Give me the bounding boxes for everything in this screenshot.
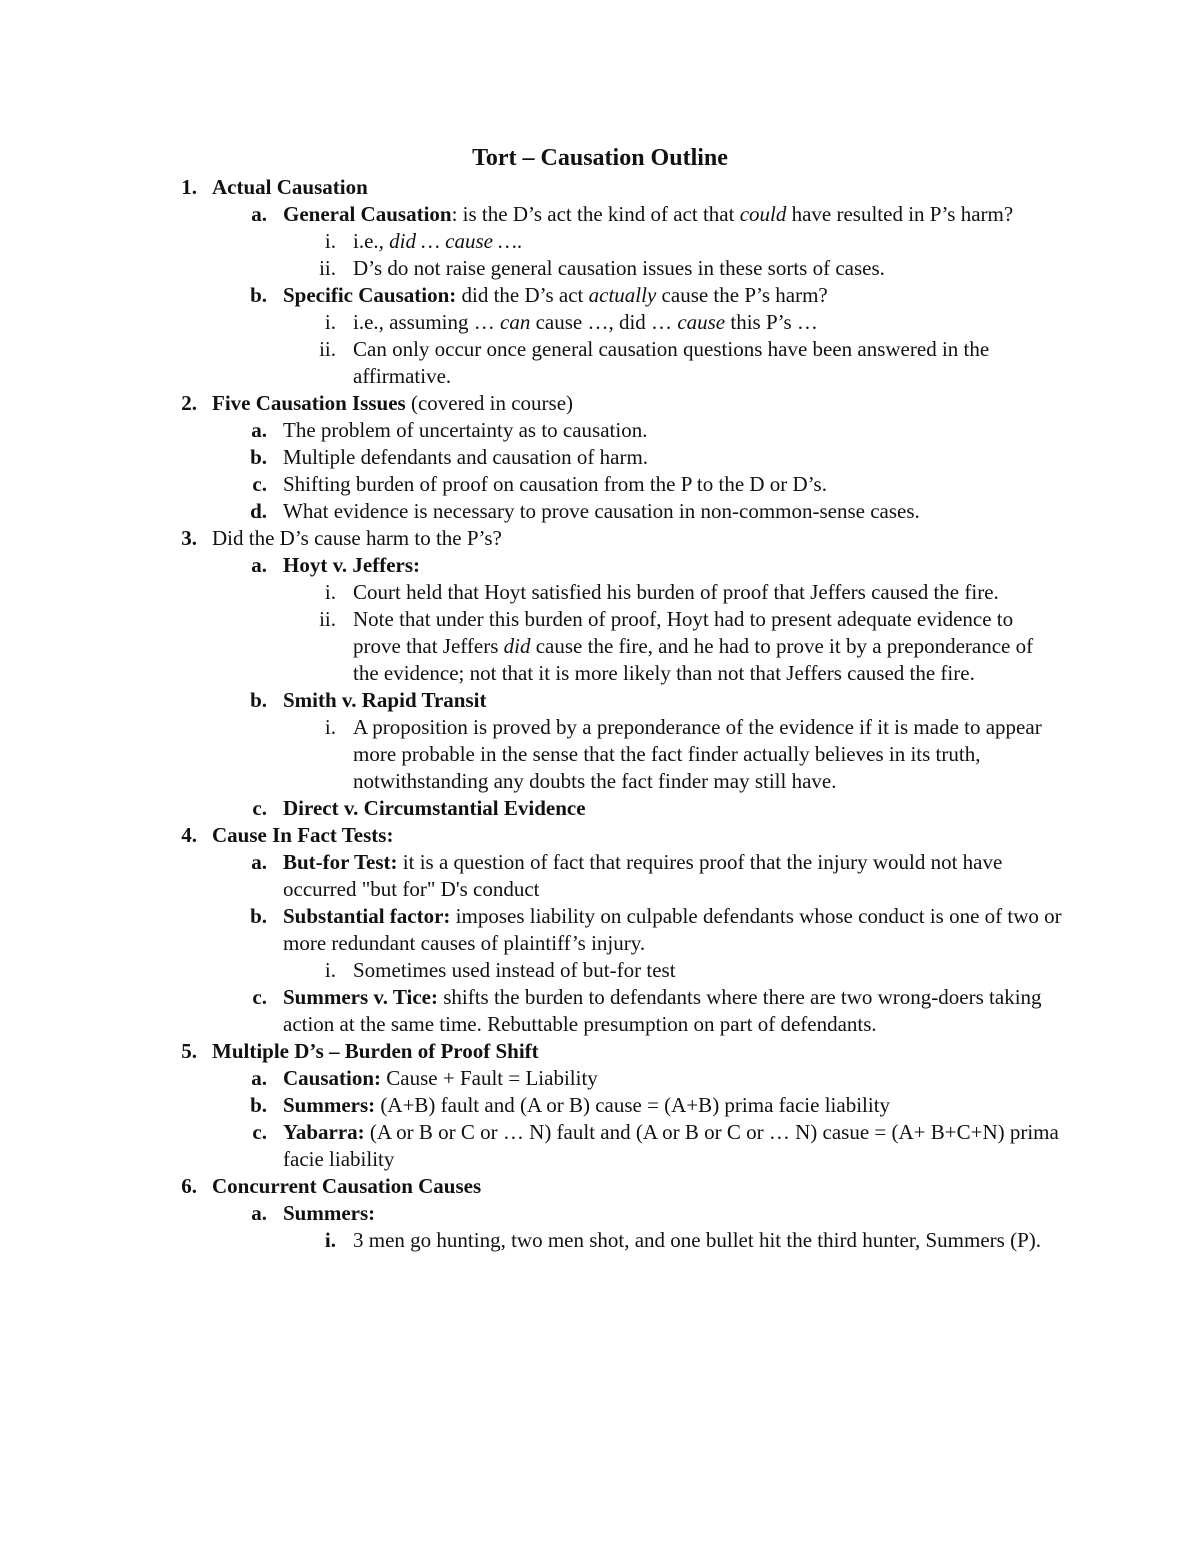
outline-marker: c.: [252, 985, 267, 1009]
outline-text: [283, 904, 1062, 955]
outline-marker: i.: [324, 715, 336, 739]
outline-marker: 3.: [181, 526, 197, 550]
outline-text: [353, 607, 1033, 685]
outline-marker: a.: [251, 1066, 267, 1090]
bold-text: Multiple D’s – Burden of Proof Shift: [212, 1039, 539, 1063]
outline-item-level-2: [0, 1092, 1063, 1119]
outline-marker: b.: [250, 1093, 267, 1117]
bold-text: Causation:: [283, 1066, 382, 1090]
outline-marker: i.: [324, 958, 336, 982]
outline-text: [353, 310, 818, 334]
outline-item-level-3: [0, 957, 1063, 984]
outline-item-level-2: [0, 1119, 1063, 1173]
outline-marker: c.: [252, 472, 267, 496]
outline-marker: b.: [250, 283, 267, 307]
text-run: (A+B) fault and (A or B) cause = (A+B) prima facie liability: [375, 1093, 891, 1117]
outline-marker: b.: [250, 445, 267, 469]
outline-item-level-2: [0, 1200, 1063, 1227]
bold-text: Direct v. Circumstantial Evidence: [283, 796, 586, 820]
outline-marker: 4.: [181, 823, 197, 847]
outline-marker: 5.: [181, 1039, 197, 1063]
outline-item-level-3: [0, 606, 1063, 687]
outline-item-level-2: [0, 1065, 1063, 1092]
italic-text: actually: [588, 283, 657, 307]
bold-text: Hoyt v. Jeffers:: [283, 553, 421, 577]
outline-text: [283, 1120, 1059, 1171]
outline-marker: 6.: [181, 1174, 197, 1198]
bold-text: Cause In Fact Tests:: [212, 823, 394, 847]
outline-item-level-3: [0, 309, 1063, 336]
outline-marker: ii.: [319, 256, 336, 280]
outline-text: [353, 715, 1042, 793]
outline-item-level-3: [0, 255, 1063, 282]
text-run: this P’s …: [725, 310, 818, 334]
text-run: (covered in course): [405, 391, 574, 415]
bold-text: Five Causation Issues: [212, 391, 406, 415]
outline-marker: a.: [251, 1201, 267, 1225]
outline-item-level-3: [0, 579, 1063, 606]
bold-text: Actual Causation: [212, 175, 368, 199]
outline-item-level-3: [0, 336, 1063, 390]
outline-item-level-2: [0, 417, 1063, 444]
bold-text: Yabarra:: [283, 1120, 365, 1144]
outline-text: [212, 1039, 539, 1063]
bold-text: Summers:: [283, 1201, 376, 1225]
outline-text: [283, 283, 828, 307]
outline-text: [212, 391, 573, 415]
outline-marker: i.: [324, 1228, 336, 1252]
outline-text: [283, 499, 920, 523]
outline-item-level-3: [0, 1227, 1063, 1254]
text-run: imposes liability on culpable defendants whose conduct is one of two or more redundant causes of plaintiff’s injury.: [283, 904, 1062, 955]
bold-text: Smith v. Rapid Transit: [283, 688, 487, 712]
outline-marker: b.: [250, 688, 267, 712]
text-run: (A or B or C or … N) fault and (A or B or C or … N) casue = (A+ B+C+N) prima facie liability: [283, 1120, 1059, 1171]
outline-marker: i.: [324, 580, 336, 604]
bold-text: Specific Causation:: [283, 283, 457, 307]
italic-text: can: [500, 310, 531, 334]
text-run: Sometimes used instead of but-for test: [353, 958, 676, 982]
outline-item-level-1: [0, 1173, 1062, 1200]
outline-item-level-1: [0, 1038, 1062, 1065]
outline-item-level-2: [0, 849, 1063, 903]
outline-text: [353, 256, 885, 280]
outline-text: [212, 823, 393, 847]
outline-marker: 1.: [181, 175, 197, 199]
bold-text: Summers v. Tice:: [283, 985, 438, 1009]
bold-text: Substantial factor:: [283, 904, 451, 928]
outline-marker: d.: [250, 499, 267, 523]
text-run: cause the fire, and he had to prove it by a preponderance of the evidence; not that it is more likely than not that Jeffers caused the fire.: [353, 634, 1034, 685]
text-run: : is the D’s act the kind of act that: [451, 202, 740, 226]
outline-item-level-2: [0, 687, 1063, 714]
outline-marker: b.: [250, 904, 267, 928]
outline-item-level-2: [0, 471, 1063, 498]
text-run: 3 men go hunting, two men shot, and one bullet hit the third hunter, Summers (P).: [353, 1228, 1041, 1252]
outline-item-level-3: [0, 228, 1063, 255]
text-run: Multiple defendants and causation of harm.: [283, 445, 649, 469]
outline-marker: 2.: [181, 391, 197, 415]
text-run: Court held that Hoyt satisfied his burden of proof that Jeffers caused the fire.: [353, 580, 999, 604]
outline-marker: a.: [251, 850, 267, 874]
outline-item-level-2: [0, 903, 1063, 957]
italic-text: did: [503, 634, 531, 658]
outline-item-level-2: [0, 201, 1063, 228]
outline-marker: a.: [251, 418, 267, 442]
outline-text: [283, 472, 827, 496]
outline-marker: i.: [324, 310, 336, 334]
outline-marker: i.: [324, 229, 336, 253]
text-run: .: [516, 229, 523, 253]
outline-marker: c.: [252, 1120, 267, 1144]
outline: [0, 174, 1200, 1254]
outline-item-level-1: [0, 390, 1062, 417]
document-title: Tort – Causation Outline: [472, 145, 728, 171]
text-run: cause …, did …: [530, 310, 678, 334]
outline-item-level-1: [0, 822, 1062, 849]
outline-text: [283, 202, 1013, 226]
outline-item-level-2: [0, 795, 1063, 822]
outline-item-level-1: [0, 174, 1062, 201]
italic-text: could: [739, 202, 787, 226]
outline-text: [353, 229, 522, 253]
outline-text: [212, 1174, 481, 1198]
text-run: i.e.: [353, 229, 379, 253]
outline-text: [353, 580, 999, 604]
outline-marker: a.: [251, 553, 267, 577]
outline-item-level-2: [0, 444, 1063, 471]
outline-item-level-2: [0, 282, 1063, 309]
outline-text: [283, 418, 647, 442]
text-run: shifts the burden to defendants where there are two wrong-doers taking action at the same time. Rebuttable presumption on part of defendants.: [283, 985, 1042, 1036]
outline-item-level-3: [0, 714, 1063, 795]
outline-text: [353, 958, 676, 982]
text-run: did the D’s act: [456, 283, 589, 307]
outline-text: [283, 796, 586, 820]
outline-item-level-2: [0, 498, 1063, 525]
text-run: Shifting burden of proof on causation from the P to the D or D’s.: [283, 472, 827, 496]
text-run: it is a question of fact that requires proof that the injury would not have occurred "but for" D's conduct: [283, 850, 1003, 901]
text-run: A proposition is proved by a preponderance of the evidence if it is made to appear more probable in the sense that the fact finder actually believes in its truth, notwithstanding any doubts the fact finder may still have.: [353, 715, 1042, 793]
outline-marker: c.: [252, 796, 267, 820]
text-run: Note that under this burden of proof, Hoyt had to present adequate evidence to prove that Jeffers: [353, 607, 1014, 658]
italic-text: , did … cause …: [378, 229, 517, 253]
outline-marker: ii.: [319, 607, 336, 631]
bold-text: But-for Test:: [283, 850, 398, 874]
text-run: Can only occur once general causation questions have been answered in the affirmative.: [353, 337, 990, 388]
outline-marker: a.: [251, 202, 267, 226]
text-run: D’s do not raise general causation issues in these sorts of cases.: [353, 256, 885, 280]
outline-text: [353, 1228, 1041, 1252]
bold-text: Concurrent Causation Causes: [212, 1174, 482, 1198]
outline-text: [212, 526, 502, 550]
text-run: What evidence is necessary to prove causation in non-common-sense cases.: [283, 499, 920, 523]
outline-text: [283, 1093, 890, 1117]
outline-text: [283, 1201, 375, 1225]
outline-item-level-2: [0, 552, 1063, 579]
text-run: cause the P’s harm?: [656, 283, 828, 307]
outline-text: [283, 850, 1002, 901]
outline-text: [212, 175, 368, 199]
outline-text: [283, 445, 648, 469]
text-run: Cause + Fault = Liability: [381, 1066, 598, 1090]
text-run: i.e., assuming …: [353, 310, 500, 334]
outline-text: [283, 553, 420, 577]
outline-item-level-1: [0, 525, 1062, 552]
outline-marker: ii.: [319, 337, 336, 361]
bold-text: Summers:: [283, 1093, 376, 1117]
italic-text: cause: [677, 310, 726, 334]
outline-text: [353, 337, 989, 388]
outline-text: [283, 688, 486, 712]
bold-text: General Causation: [283, 202, 452, 226]
text-run: The problem of uncertainty as to causation.: [283, 418, 648, 442]
outline-text: [283, 1066, 598, 1090]
text-run: Did the D’s cause harm to the P’s?: [212, 526, 502, 550]
outline-item-level-2: [0, 984, 1063, 1038]
outline-text: [283, 985, 1042, 1036]
text-run: have resulted in P’s harm?: [786, 202, 1014, 226]
